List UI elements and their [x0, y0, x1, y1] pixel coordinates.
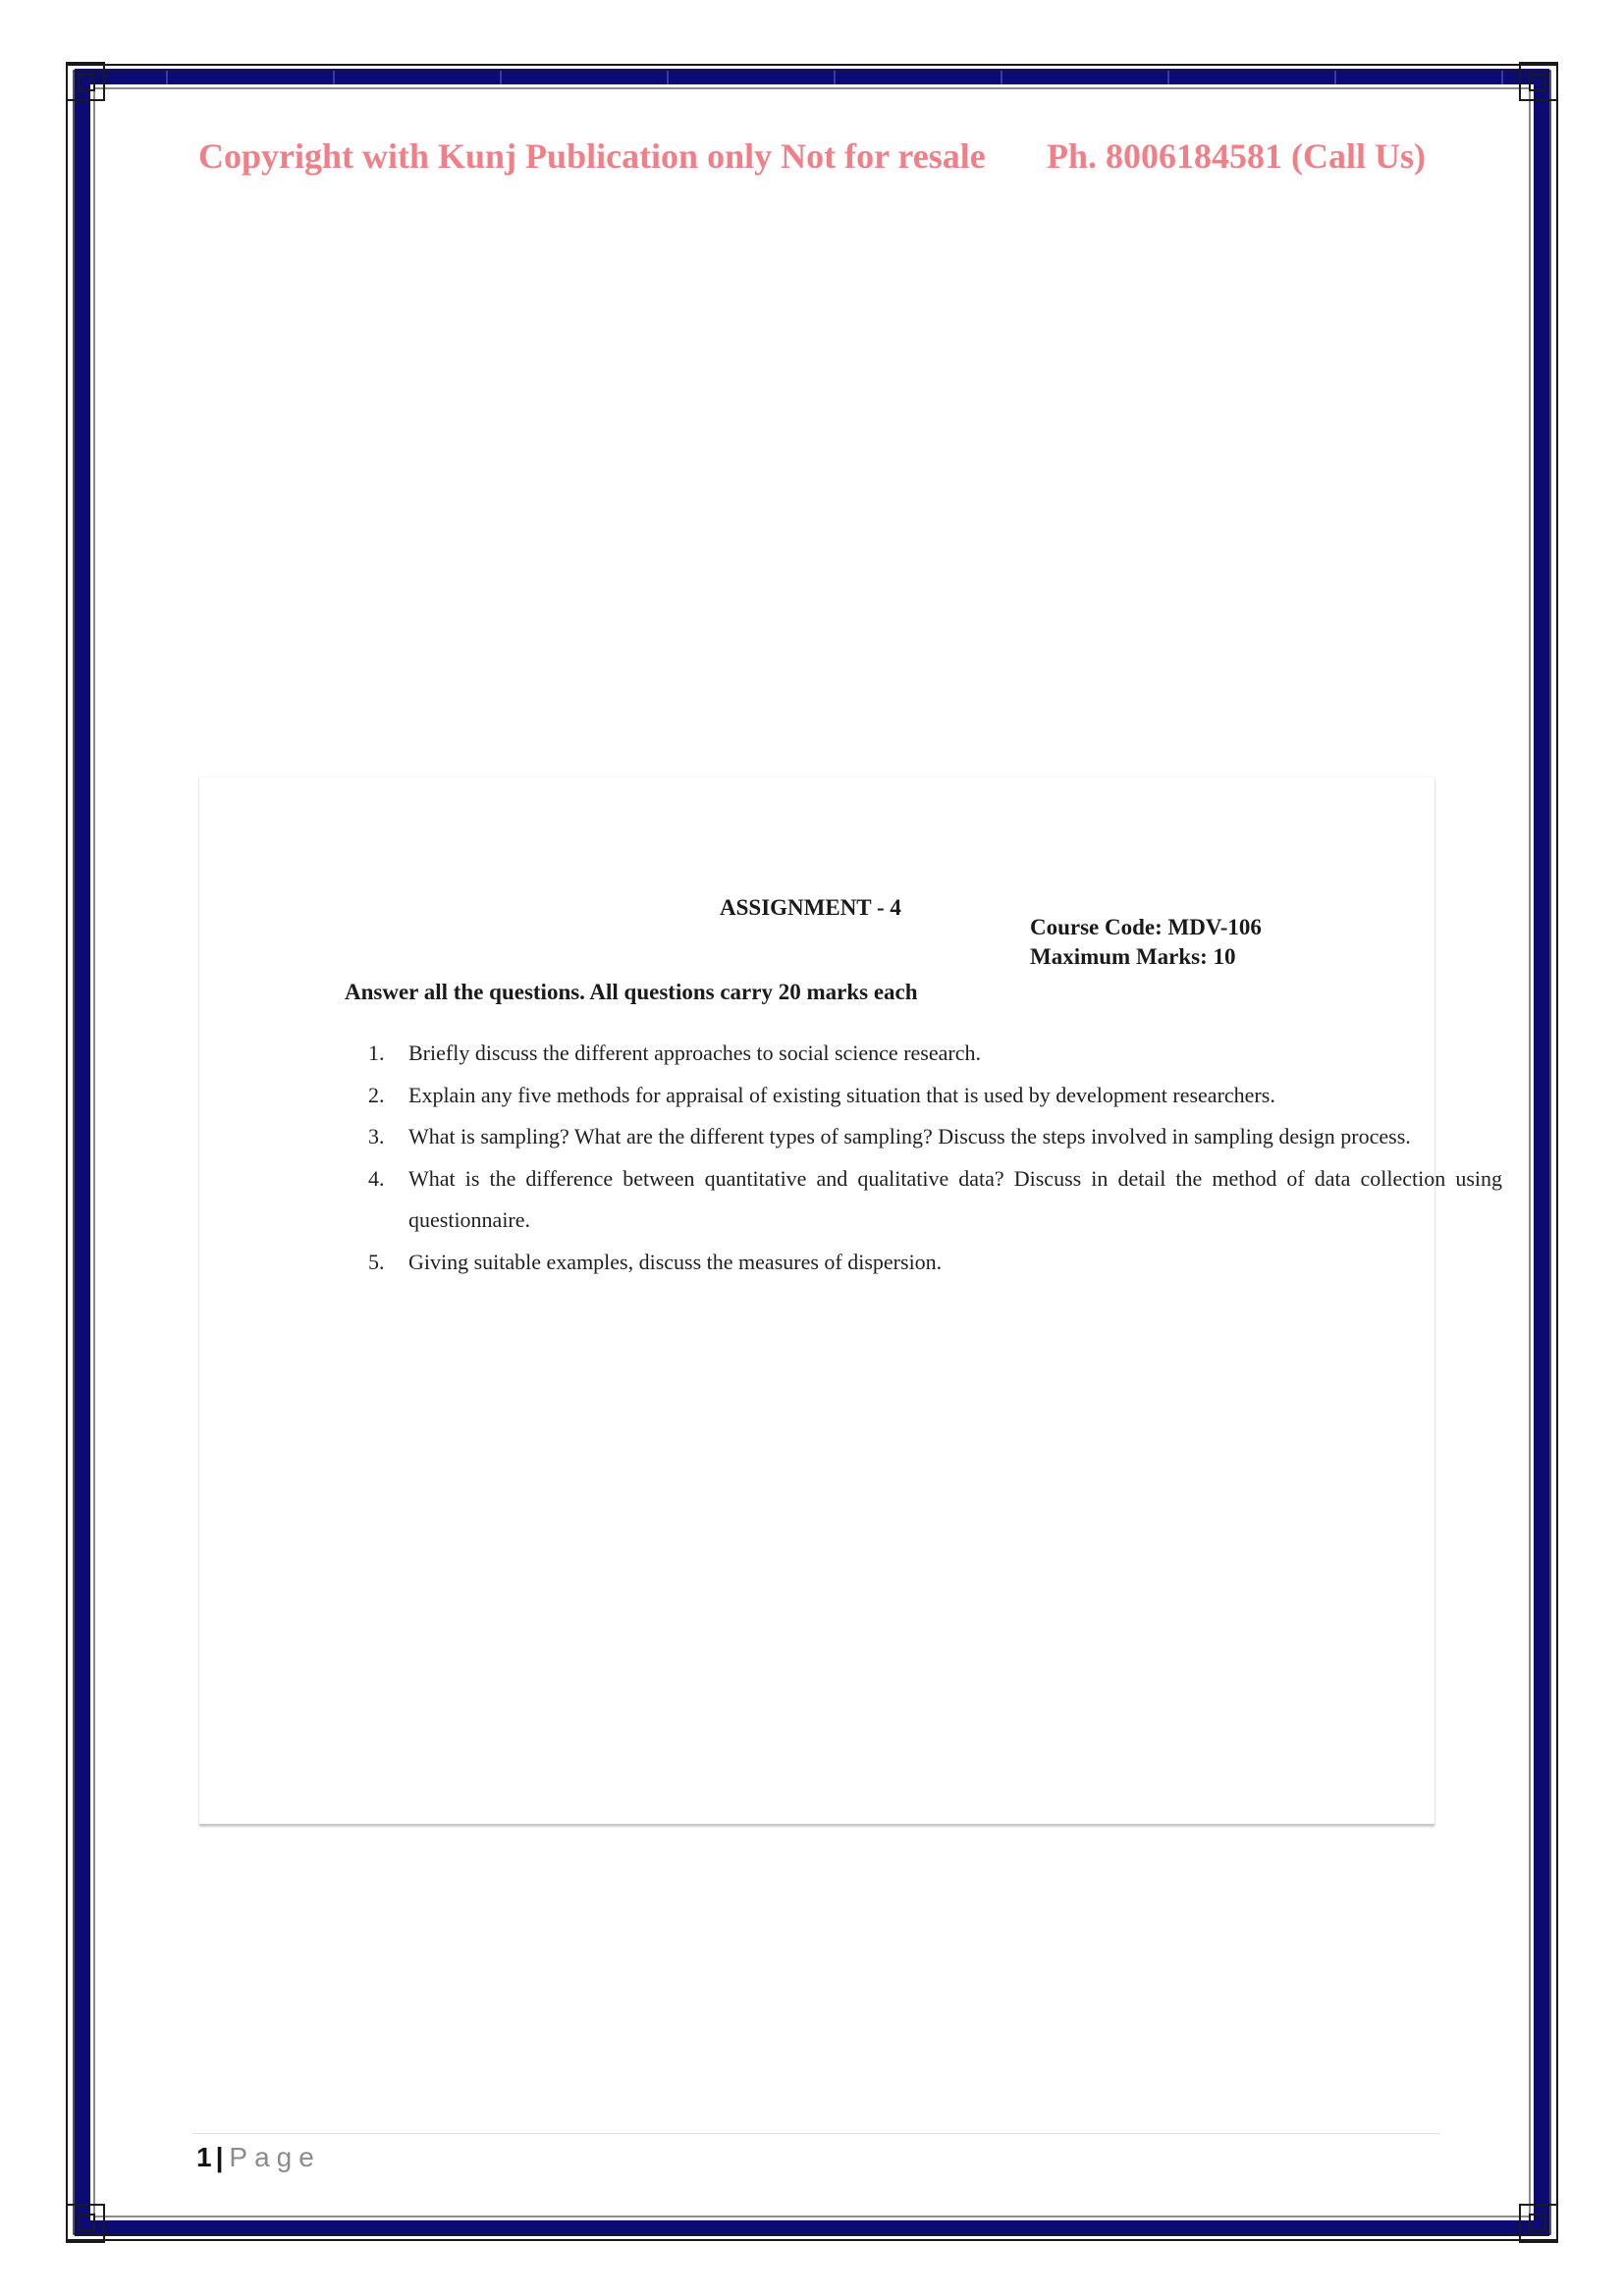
- question-text: Explain any five methods for appraisal of existing situation that is used by development researchers.: [408, 1082, 1275, 1107]
- page-separator: |: [215, 2142, 224, 2172]
- page-number: 1: [196, 2142, 212, 2172]
- question-number: 3.: [368, 1124, 385, 1148]
- instructions: Answer all the questions. All questions carry 20 marks each: [345, 980, 918, 1004]
- footer-divider: [192, 2133, 1439, 2134]
- question-text: Briefly discuss the different approaches to social science research.: [408, 1041, 981, 1065]
- question-number: 5.: [368, 1249, 385, 1274]
- question-number: 4.: [368, 1165, 385, 1191]
- course-code: Course Code: MDV-106: [1030, 915, 1262, 939]
- question-item: [368, 1116, 1502, 1158]
- assignment-card: [199, 777, 1502, 1826]
- page-footer: [196, 2142, 321, 2173]
- question-text: Giving suitable examples, discuss the measures of dispersion.: [408, 1249, 943, 1274]
- copyright-notice: Copyright with Kunj Publication only Not for resale: [198, 136, 986, 176]
- question-text: What is the difference between quantitative and qualitative data? Discuss in detail the method of data collection using questionnaire.: [408, 1165, 1502, 1232]
- question-list: [368, 1033, 1502, 1283]
- question-item: [368, 1075, 1502, 1117]
- question-number: 2.: [368, 1082, 385, 1107]
- question-number: 1.: [368, 1041, 385, 1065]
- question-text: What is sampling? What are the different types of sampling? Discuss the steps involved in sampling design process.: [408, 1124, 1411, 1148]
- question-item: [368, 1242, 1502, 1284]
- course-info: [1030, 913, 1262, 972]
- maximum-marks: Maximum Marks: 10: [1030, 944, 1236, 969]
- question-item: [368, 1033, 1502, 1075]
- question-item: [368, 1158, 1502, 1242]
- phone-contact: Ph. 8006184581 (Call Us): [1047, 136, 1426, 176]
- copyright-header: [198, 135, 1435, 185]
- assignment-title: ASSIGNMENT - 4: [720, 895, 901, 920]
- page-label: Page: [229, 2142, 321, 2172]
